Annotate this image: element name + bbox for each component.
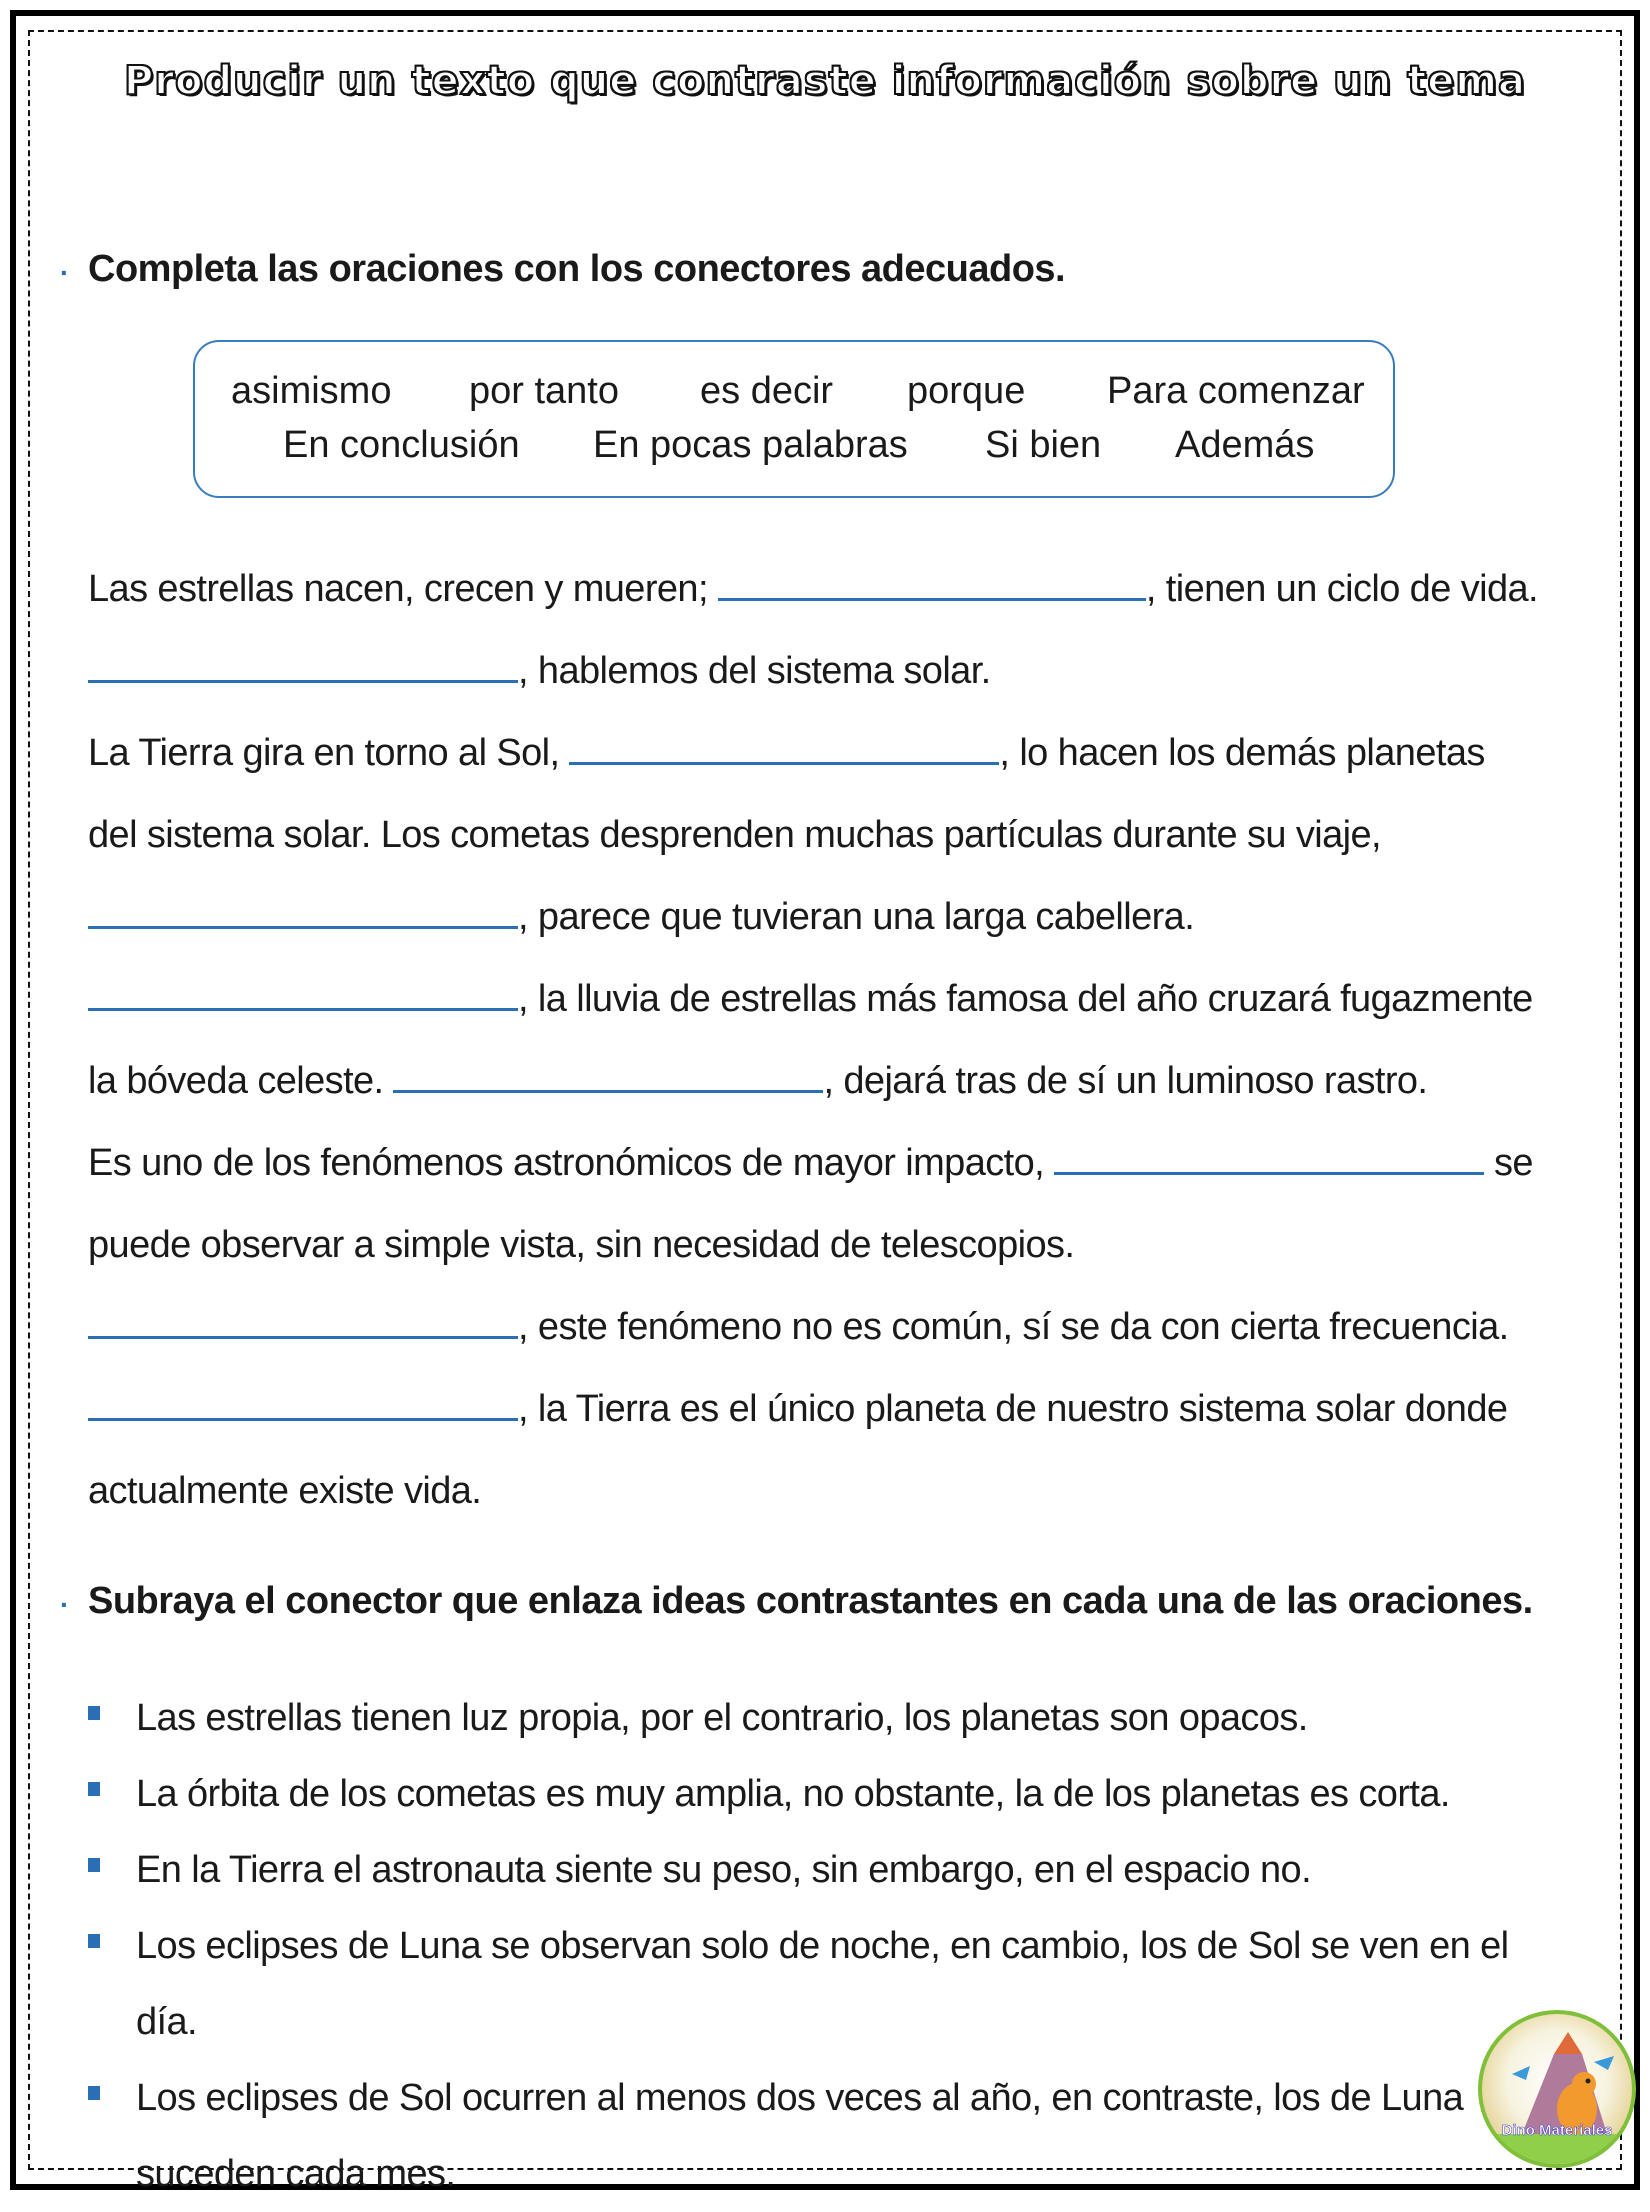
word-por-tanto: por tanto xyxy=(469,370,619,412)
page-title: Producir un texto que contraste información sobre un tema xyxy=(123,58,1527,104)
logo-text: Dino Materiales xyxy=(1501,2122,1613,2139)
contrast-sentences-list xyxy=(88,1680,1568,2212)
sentence-line: , hablemos del sistema solar. xyxy=(88,650,991,693)
sentence-line: , la lluvia de estrellas más famosa del año cruzará fugazmente xyxy=(88,978,1533,1021)
square-bullet-icon xyxy=(88,1706,100,1720)
list-item: La órbita de los cometas es muy amplia, no obstante, la de los planetas es corta. xyxy=(88,1756,1568,1832)
sentence-line: Las estrellas nacen, crecen y mueren; , tienen un ciclo de vida. xyxy=(88,568,1538,610)
bullet-dot-icon: . xyxy=(60,250,68,281)
sentence-line: del sistema solar. Los cometas desprenden muchas partículas durante su viaje, xyxy=(88,814,1381,856)
square-bullet-icon xyxy=(88,1782,100,1796)
word-es-decir: es decir xyxy=(700,370,834,412)
answer-blank[interactable] xyxy=(88,978,518,1011)
answer-blank[interactable] xyxy=(88,896,518,929)
sentence-line: Es uno de los fenómenos astronómicos de mayor impacto, se xyxy=(88,1142,1533,1184)
answer-blank[interactable] xyxy=(1054,1142,1484,1175)
answer-blank[interactable] xyxy=(88,650,518,683)
sentence-line: la bóveda celeste. , dejará tras de sí un luminoso rastro. xyxy=(88,1060,1428,1102)
dino-logo xyxy=(1478,2010,1636,2168)
instruction-2 xyxy=(60,1580,1533,1623)
instruction-1-text: Completa las oraciones con los conectores adecuados. xyxy=(88,248,1066,290)
list-item: Los eclipses de Luna se observan solo de noche, en cambio, los de Sol se ven en el día. xyxy=(88,1908,1568,2060)
instruction-1 xyxy=(60,248,1066,291)
list-item: Las estrellas tienen luz propia, por el contrario, los planetas son opacos. xyxy=(88,1680,1568,1756)
answer-blank[interactable] xyxy=(718,568,1146,601)
word-porque: porque xyxy=(907,370,1026,412)
list-item: En la Tierra el astronauta siente su peso, sin embargo, en el espacio no. xyxy=(88,1832,1568,1908)
square-bullet-icon xyxy=(88,1934,100,1948)
word-en-conclusion: En conclusión xyxy=(283,424,520,466)
answer-blank[interactable] xyxy=(88,1306,518,1339)
bullet-dot-icon: . xyxy=(60,1582,68,1613)
list-item-continuation: suceden cada mes. xyxy=(136,2153,456,2195)
word-si-bien: Si bien xyxy=(985,424,1102,466)
instruction-2-text: Subraya el conector que enlaza ideas contrastantes en cada una de las oraciones. xyxy=(88,1580,1533,1622)
answer-blank[interactable] xyxy=(569,732,999,765)
answer-blank[interactable] xyxy=(393,1060,823,1093)
answer-blank[interactable] xyxy=(88,1388,518,1421)
sentence-line: , la Tierra es el único planeta de nuestro sistema solar donde xyxy=(88,1388,1507,1431)
word-bank xyxy=(193,340,1395,498)
square-bullet-icon xyxy=(88,1858,100,1872)
square-bullet-icon xyxy=(88,2086,100,2100)
word-para-comenzar: Para comenzar xyxy=(1107,370,1365,412)
sentence-line: La Tierra gira en torno al Sol, , lo hacen los demás planetas xyxy=(88,732,1485,774)
list-item: Los eclipses de Sol ocurren al menos dos veces al año, en contraste, los de Luna xyxy=(88,2060,1568,2136)
sentence-line: , parece que tuvieran una larga cabellera. xyxy=(88,896,1194,939)
word-ademas: Además xyxy=(1175,424,1315,466)
word-en-pocas-palabras: En pocas palabras xyxy=(593,424,908,466)
sentence-line: actualmente existe vida. xyxy=(88,1470,482,1512)
dinosaur-volcano-icon xyxy=(1482,2014,1636,2168)
sentence-line: puede observar a simple vista, sin necesidad de telescopios. xyxy=(88,1224,1075,1266)
sentence-line: , este fenómeno no es común, sí se da con cierta frecuencia. xyxy=(88,1306,1509,1349)
word-asimismo: asimismo xyxy=(231,370,392,412)
